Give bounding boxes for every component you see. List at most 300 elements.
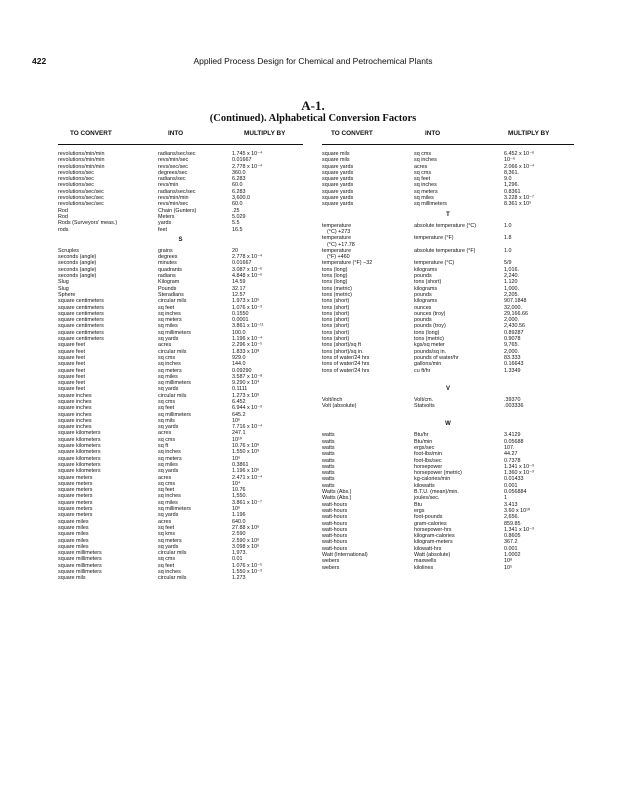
to-convert-cell: watts	[322, 444, 335, 451]
to-convert-cell	[322, 248, 351, 261]
into-cell: tons (long)	[414, 329, 440, 336]
into-cell: sq inches	[158, 449, 181, 456]
to-convert-cell: tons (long)	[322, 266, 348, 273]
into-cell: absolute temperature (°C)	[414, 222, 477, 229]
to-convert-cell: tons (short)	[322, 329, 350, 336]
multiply-by-cell: 3.861 x 10⁻¹¹	[232, 323, 264, 330]
to-convert-cell: watt-hours	[322, 501, 348, 508]
to-convert-cell	[322, 223, 351, 236]
multiply-by-cell: 0.001	[504, 482, 518, 489]
into-cell: revs/min/min	[158, 195, 189, 202]
multiply-by-cell: 640.0	[232, 518, 246, 525]
multiply-by-cell: 247.1	[232, 430, 246, 437]
multiply-by-cell: 1,296.	[504, 182, 519, 189]
to-convert-cell: rods	[58, 226, 69, 233]
right-header-rule	[322, 144, 574, 145]
into-cell: ounces	[414, 304, 432, 311]
to-convert-cell: square inches	[58, 405, 92, 412]
to-convert-cell: Volt (absolute)	[322, 403, 357, 410]
to-convert-cell: square kilometers	[58, 443, 101, 450]
table-row	[58, 575, 303, 581]
into-cell: maxwells	[414, 558, 437, 565]
right-header-to-convert: TO CONVERT	[331, 130, 373, 137]
into-cell: acres	[158, 430, 172, 437]
to-convert-cell: square feet	[58, 367, 85, 374]
to-convert-cell: square feet	[58, 373, 85, 380]
multiply-by-cell: 6.452	[232, 398, 246, 405]
into-cell: radians/sec/sec	[158, 188, 196, 195]
to-convert-cell: square kilometers	[58, 436, 101, 443]
multiply-by-cell: 1.550 x 10⁹	[232, 449, 260, 456]
multiply-by-cell: 3.4129	[504, 432, 521, 439]
multiply-by-cell: 4.848 x 10⁻⁶	[232, 273, 263, 280]
multiply-by-cell: 0.89287	[504, 329, 524, 336]
to-convert-cell: square centimeters	[58, 323, 104, 330]
multiply-by-cell: 0.0001	[232, 317, 249, 324]
to-convert-cell: square yards	[322, 195, 354, 202]
multiply-by-cell: 2.590	[232, 531, 246, 538]
right-header-multiply-by: MULTIPLY BY	[508, 130, 550, 137]
multiply-by-cell: 1.120	[504, 279, 518, 286]
multiply-by-cell: 1,973.	[232, 550, 247, 557]
multiply-by-cell: 6.944 x 10⁻³	[232, 405, 262, 412]
multiply-by-cell: 6.452 x 10⁻⁶	[504, 151, 535, 157]
to-convert-cell: Rods (Surveyors' meas.)	[58, 220, 118, 227]
to-convert-cell: square inches	[58, 398, 92, 405]
to-convert-cell: watts	[322, 457, 335, 464]
to-convert-cell: watts	[322, 463, 335, 470]
multiply-by-cell: 9,765.	[504, 342, 519, 349]
multiply-by-cell: 83.333	[504, 354, 521, 361]
into-cell: sq inches	[158, 493, 181, 500]
into-cell: foot-lbs/sec	[414, 457, 442, 464]
multiply-by-cell: 1.076 x 10⁻⁵	[232, 562, 263, 569]
into-cell: Meters	[158, 213, 175, 220]
to-convert-line-2: (°C) +273	[327, 228, 351, 235]
to-convert-cell: square feet	[58, 342, 85, 349]
to-convert-cell: tons (short)/sq ft	[322, 342, 361, 349]
to-convert-cell: square yards	[322, 188, 354, 195]
multiply-by-cell: 1.550 x 10⁻³	[232, 569, 262, 575]
to-convert-cell: watt-hours	[322, 514, 348, 521]
to-convert-cell: watt-hours	[322, 545, 348, 552]
to-convert-cell: Slug	[58, 279, 69, 286]
to-convert-cell: square miles	[58, 531, 89, 538]
multiply-by-cell: 32.17	[232, 285, 246, 292]
into-cell: sq millimeters	[158, 411, 191, 418]
multiply-by-cell: 6.283	[232, 176, 246, 183]
into-cell: sq millimeters	[158, 329, 191, 336]
multiply-by-cell: 0.16643	[504, 361, 524, 368]
to-convert-cell: watts	[322, 470, 335, 477]
multiply-by-cell: 929.0	[232, 354, 246, 361]
into-cell: circular mils	[158, 575, 187, 582]
to-convert-cell: watts	[322, 476, 335, 483]
multiply-by-cell: 0.05688	[504, 438, 524, 445]
multiply-by-cell: 2,656.	[504, 514, 519, 521]
section-letter: W	[445, 421, 451, 428]
to-convert-cell: square yards	[322, 201, 354, 208]
to-convert-cell: tons (short)	[322, 336, 350, 343]
to-convert-cell: tons (metric)	[322, 285, 352, 292]
multiply-by-cell: 44.27	[504, 451, 518, 458]
into-cell: temperature (°C)	[414, 260, 455, 267]
multiply-by-cell: 1.076 x 10⁻³	[232, 304, 262, 311]
to-convert-cell: square kilometers	[58, 461, 101, 468]
to-convert-cell: watt-hours	[322, 507, 348, 514]
into-cell: sq cms	[158, 480, 176, 487]
multiply-by-cell: 1.273 x 10⁶	[232, 392, 260, 399]
table-title: (Continued). Alphabetical Conversion Factors	[209, 113, 417, 124]
to-convert-cell: square inches	[58, 424, 92, 431]
into-cell: kilograms	[414, 298, 438, 305]
section-letter: V	[445, 385, 450, 392]
multiply-by-cell: .003336	[504, 403, 524, 410]
multiply-by-cell: 6.283	[232, 188, 246, 195]
to-convert-line: temperature	[322, 222, 352, 229]
multiply-by-cell: 60.0	[232, 201, 243, 208]
to-convert-line: temperature	[322, 235, 352, 242]
multiply-by-cell: 2,240.	[504, 273, 519, 280]
multiply-by-cell: 3,600.0	[232, 195, 250, 202]
multiply-by-cell: 10.76 x 10⁶	[232, 443, 260, 450]
into-cell: revs/min/sec	[158, 201, 189, 208]
multiply-by-cell: 2.471 x 10⁻⁴	[232, 474, 263, 481]
into-cell: sq millimeters	[158, 380, 191, 387]
into-cell: circular mils	[158, 392, 187, 399]
into-cell: sq inches	[158, 569, 181, 575]
into-cell: Pounds	[158, 285, 177, 292]
multiply-by-cell: 2,000.	[504, 348, 519, 355]
multiply-by-cell: 0.001	[504, 545, 518, 552]
into-cell: sq yards	[158, 512, 179, 519]
to-convert-cell: square meters	[58, 487, 93, 494]
into-cell: pounds (troy)	[414, 323, 446, 330]
into-cell: acres	[158, 518, 172, 525]
multiply-by-cell: 10⁶	[232, 506, 241, 513]
into-cell: Chain (Gunters)	[158, 207, 197, 214]
to-convert-cell: tons of water/24 hrs	[322, 361, 370, 368]
to-convert-cell: square millimeters	[58, 550, 102, 557]
multiply-by-cell: 20	[232, 247, 238, 254]
multiply-by-cell: 0.056884	[504, 489, 527, 496]
multiply-by-cell: 12.57	[232, 291, 246, 298]
into-cell: horsepower (metric)	[414, 470, 462, 477]
into-cell: sq inches	[414, 157, 437, 164]
multiply-by-cell: 1,016.	[504, 266, 519, 273]
into-cell: acres	[414, 163, 428, 170]
multiply-by-cell: 367.2	[504, 539, 518, 546]
into-cell: sq cms	[158, 556, 176, 563]
left-conversion-column	[58, 151, 303, 582]
multiply-by-cell: 0.1111	[232, 386, 248, 393]
multiply-by-cell: 1.360 x 10⁻³	[504, 470, 534, 477]
to-convert-cell: square inches	[58, 411, 92, 418]
multiply-by-cell: 9.290 x 10⁴	[232, 380, 260, 387]
to-convert-cell: tons (metric)	[322, 291, 352, 298]
into-cell: sq cms	[414, 169, 432, 176]
into-cell: radians/sec	[158, 176, 186, 183]
into-cell: sq miles	[158, 373, 178, 380]
into-cell: sq miles	[158, 499, 178, 506]
into-cell: kilogram-meters	[414, 539, 453, 546]
to-convert-cell: square kilometers	[58, 430, 101, 437]
to-convert-cell: square inches	[58, 392, 92, 399]
into-cell: foot-lbs/min	[414, 451, 442, 458]
into-cell: sq feet	[158, 524, 175, 531]
to-convert-cell: tons (long)	[322, 273, 348, 280]
multiply-by-cell: 2.590 x 10⁶	[232, 537, 260, 544]
multiply-by-cell: 10¹⁰	[232, 436, 242, 443]
left-header-into: INTO	[168, 130, 184, 137]
into-cell: revs/min/sec	[158, 157, 189, 164]
table-row	[322, 403, 574, 409]
into-cell: sq meters	[158, 367, 182, 374]
to-convert-cell: tons (long)	[322, 279, 348, 286]
into-cell: sq miles	[414, 195, 434, 202]
multiply-by-cell: .25	[232, 207, 240, 214]
to-convert-cell: square meters	[58, 512, 93, 519]
into-cell: sq cms	[158, 398, 176, 405]
multiply-by-cell: 0.1550	[232, 310, 249, 317]
into-cell: absolute temperature (°F)	[414, 247, 476, 254]
multiply-by-cell: 10⁵	[504, 564, 513, 571]
multiply-by-cell: 1.273	[232, 575, 246, 582]
into-cell: acres	[158, 342, 172, 349]
left-header-to-convert: TO CONVERT	[70, 130, 112, 137]
into-cell: degrees/sec	[158, 169, 188, 176]
to-convert-cell: tons (short)	[322, 304, 350, 311]
into-cell: joules/sec.	[414, 495, 440, 502]
into-cell: revs/sec/sec	[158, 163, 188, 170]
into-cell: tons (short)	[414, 279, 442, 286]
to-convert-cell: square kilometers	[58, 449, 101, 456]
multiply-by-cell: 5.5	[232, 220, 240, 227]
table-row	[322, 565, 574, 571]
to-convert-cell: revolutions/min/min	[58, 157, 105, 164]
into-cell: sq yards	[158, 336, 179, 343]
multiply-by-cell: 0.01	[232, 556, 243, 563]
to-convert-cell: watt-hours	[322, 533, 348, 540]
to-convert-cell: watt-hours	[322, 526, 348, 533]
multiply-by-cell: 2.066 x 10⁻⁴	[504, 163, 535, 170]
to-convert-cell: tons of water/24 hrs	[322, 367, 370, 374]
to-convert-cell: revolutions/sec/sec	[58, 201, 104, 208]
into-cell: sq millimeters	[414, 201, 447, 208]
to-convert-cell: square centimeters	[58, 304, 104, 311]
multiply-by-cell: 60.0	[232, 182, 243, 189]
to-convert-cell: square millimeters	[58, 562, 102, 569]
into-cell: Btu	[414, 501, 423, 508]
into-cell: pounds of water/hr	[414, 354, 459, 361]
multiply-by-cell: 1.745 x 10⁻⁴	[232, 151, 263, 157]
into-cell: kilolines	[414, 564, 434, 571]
multiply-by-cell: 2,430.56	[504, 323, 525, 330]
into-cell: sq miles	[158, 461, 178, 468]
to-convert-cell: square inches	[58, 417, 92, 424]
into-cell: Volt/cm.	[414, 396, 434, 403]
to-convert-cell: square yards	[322, 176, 354, 183]
section-gap	[322, 374, 574, 382]
into-cell: Btu/hr	[414, 432, 429, 439]
into-cell: ergs	[414, 507, 425, 514]
to-convert-cell: temperature (°F) −32	[322, 260, 373, 267]
to-convert-cell: square miles	[58, 518, 89, 525]
multiply-by-cell: 1.0002	[504, 552, 521, 559]
section-letter: S	[178, 236, 183, 243]
to-convert-cell: square miles	[58, 543, 89, 550]
into-cell: sq cms	[414, 151, 432, 157]
to-convert-cell: square feet	[58, 380, 85, 387]
into-cell: Statvolts	[414, 403, 435, 410]
into-cell: B.T.U. (mean)/min.	[414, 489, 459, 496]
multiply-by-cell: 144.0	[232, 361, 246, 368]
to-convert-cell: tons (short)	[322, 298, 350, 305]
to-convert-cell: tons of water/24 hrs	[322, 354, 370, 361]
into-cell: grains	[158, 247, 173, 254]
multiply-by-cell: 0.8605	[504, 533, 521, 540]
multiply-by-cell: 3.60 x 10¹⁰	[504, 507, 531, 514]
to-convert-cell: square mils	[322, 157, 350, 164]
multiply-by-cell: 1.196 x 10⁶	[232, 468, 260, 475]
multiply-by-cell: 3.587 x 10⁻⁸	[232, 373, 263, 380]
multiply-by-cell: 2,000.	[504, 317, 519, 324]
into-cell: sq yards	[158, 424, 179, 431]
to-convert-cell: tons (short)	[322, 317, 350, 324]
to-convert-cell: square meters	[58, 506, 93, 513]
to-convert-cell: square meters	[58, 499, 93, 506]
multiply-by-cell: 0.09290	[232, 367, 252, 374]
into-cell: kilogram-calories	[414, 533, 455, 540]
table-row	[322, 368, 574, 374]
to-convert-cell: square centimeters	[58, 336, 104, 343]
multiply-by-cell: 0.01433	[504, 476, 524, 483]
to-convert-cell: Watt (International)	[322, 552, 368, 559]
into-cell: revs/min	[158, 182, 179, 189]
into-cell: sq meters	[158, 537, 182, 544]
into-cell: kilograms	[414, 285, 438, 292]
to-convert-cell: seconds (angle)	[58, 266, 97, 273]
into-cell: yards	[158, 220, 172, 227]
multiply-by-cell: 0.01667	[232, 260, 252, 267]
into-cell: pounds	[414, 317, 432, 324]
into-cell: radians	[158, 273, 176, 280]
to-convert-cell: revolutions/min/min	[58, 151, 105, 157]
multiply-by-cell: 10.76	[232, 487, 246, 494]
to-convert-cell: watts	[322, 482, 335, 489]
multiply-by-cell: 2.778 x 10⁻⁴	[232, 163, 263, 170]
to-convert-cell: square mils	[58, 575, 86, 582]
into-cell: sq feet	[158, 487, 175, 494]
multiply-by-cell: 3.098 x 10⁶	[232, 543, 260, 550]
into-cell: sq feet	[158, 562, 175, 569]
to-convert-cell: Volt/inch	[322, 396, 343, 403]
multiply-by-cell: 10⁴	[232, 480, 241, 487]
multiply-by-cell: 907.1848	[504, 298, 527, 305]
into-cell: feet	[158, 226, 167, 233]
into-cell: circular mils	[158, 550, 187, 557]
multiply-by-cell: 1.341 x 10⁻³	[504, 526, 534, 533]
to-convert-cell: square kilometers	[58, 455, 101, 462]
multiply-by-cell: 0.8361	[504, 188, 521, 195]
to-convert-cell: square feet	[58, 386, 85, 393]
multiply-by-cell: 0.3861	[232, 461, 249, 468]
to-convert-cell: webers	[322, 558, 340, 565]
into-cell: sq meters	[158, 317, 182, 324]
into-cell: sq yards	[158, 543, 179, 550]
to-convert-cell: revolutions/sec	[58, 176, 94, 183]
to-convert-cell: square miles	[58, 537, 89, 544]
into-cell: horsepower	[414, 463, 443, 470]
into-cell: horsepower-hrs	[414, 526, 452, 533]
multiply-by-cell: 10⁸	[504, 558, 513, 565]
multiply-by-cell: 1.0	[504, 222, 512, 229]
to-convert-line-2: (°C) +17.78	[327, 241, 355, 248]
into-cell: sq inches	[158, 310, 181, 317]
multiply-by-cell: 3.413	[504, 501, 518, 508]
to-convert-cell: Watts (Abs.)	[322, 495, 352, 502]
to-convert-cell: square feet	[58, 361, 85, 368]
to-convert-cell: square yards	[322, 182, 354, 189]
multiply-by-cell: 5.029	[232, 213, 246, 220]
into-cell: sq mils	[158, 417, 175, 424]
table-row	[322, 223, 574, 236]
multiply-by-cell: 1.833 x 10⁸	[232, 348, 260, 355]
into-cell: kg-calories/min	[414, 476, 451, 483]
to-convert-cell: square feet	[58, 348, 85, 355]
into-cell: circular mils	[158, 298, 187, 305]
multiply-by-cell: 3.087 x 10⁻⁶	[232, 266, 263, 273]
to-convert-cell: tons (short)/sq in.	[322, 348, 364, 355]
multiply-by-cell: 10⁶	[232, 417, 241, 424]
into-cell: Kilogram	[158, 279, 180, 286]
into-cell: sq feet	[158, 304, 175, 311]
multiply-by-cell: 1.341 x 10⁻³	[504, 463, 534, 470]
to-convert-cell: watts	[322, 438, 335, 445]
multiply-by-cell: 2,205.	[504, 291, 519, 298]
into-cell: foot-pounds	[414, 514, 443, 521]
to-convert-cell: Slug	[58, 285, 69, 292]
multiply-by-cell: .39370	[504, 396, 521, 403]
to-convert-cell: square meters	[58, 474, 93, 481]
multiply-by-cell: 8.361 x 10⁵	[504, 201, 532, 208]
into-cell: ounces (troy)	[414, 310, 446, 317]
section-letter: T	[446, 211, 450, 218]
multiply-by-cell: 27.88 x 10⁶	[232, 524, 260, 531]
multiply-by-cell: 1.8	[504, 235, 512, 242]
left-header-multiply-by: MULTIPLY BY	[244, 130, 286, 137]
to-convert-cell: revolutions/sec/sec	[58, 195, 104, 202]
page-number: 422	[32, 56, 47, 66]
to-convert-cell: watt-hours	[322, 520, 348, 527]
to-convert-cell: revolutions/sec	[58, 169, 94, 176]
to-convert-cell: square yards	[322, 163, 354, 170]
right-conversion-column	[322, 151, 574, 571]
to-convert-cell: square centimeters	[58, 329, 104, 336]
multiply-by-cell: 859.85	[504, 520, 521, 527]
to-convert-cell	[322, 235, 355, 248]
multiply-by-cell: 29,166.66	[504, 310, 528, 317]
table-row	[322, 235, 574, 248]
multiply-by-cell: 1.196	[232, 512, 246, 519]
into-cell: sq feet	[414, 176, 431, 183]
to-convert-cell: square kilometers	[58, 468, 101, 475]
multiply-by-cell: 1.3349	[504, 367, 521, 374]
to-convert-cell: watts	[322, 432, 335, 439]
into-cell: minutes	[158, 260, 177, 267]
multiply-by-cell: 14.59	[232, 279, 246, 286]
section-gap	[322, 409, 574, 417]
